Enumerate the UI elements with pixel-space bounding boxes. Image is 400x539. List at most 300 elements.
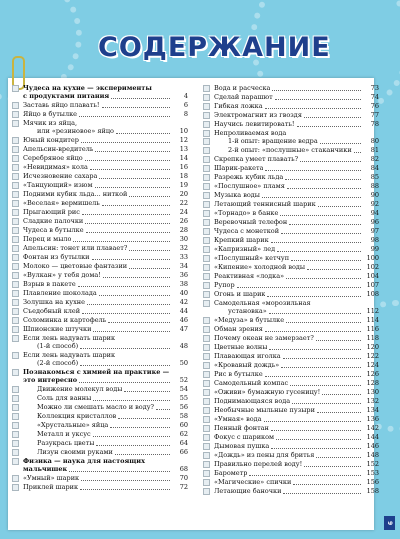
toc-entry	[203, 182, 379, 191]
toc-entry-title: Летающий теннисный шарик	[214, 200, 316, 208]
toc-entry-title: Летающие баночки	[214, 487, 282, 495]
dot-leader	[92, 253, 171, 260]
toc-entry	[12, 217, 188, 226]
toc-entry-title: Прыгающий рис	[23, 208, 80, 216]
toc-page-number: 112	[366, 307, 379, 315]
dot-leader	[287, 182, 361, 189]
dot-leader	[271, 424, 361, 431]
toc-page-number: 20	[179, 190, 188, 198]
toc-entry	[12, 359, 188, 368]
toc-page-number: 19	[179, 181, 188, 189]
toc-entry-title: Подними кубик льда... ниткой	[23, 190, 128, 198]
toc-page-number: 102	[366, 263, 379, 271]
checkbox-icon[interactable]	[12, 404, 19, 411]
checkbox-icon[interactable]	[12, 227, 19, 234]
checkbox-icon[interactable]	[12, 182, 19, 189]
dot-leader	[115, 448, 170, 455]
checkbox-icon[interactable]	[203, 425, 210, 432]
checkbox-icon[interactable]	[12, 449, 19, 456]
toc-entry	[203, 129, 379, 137]
toc-entry-title: «Умная» вода	[214, 415, 262, 423]
toc-page-number: 22	[179, 199, 188, 207]
toc-entry	[203, 263, 379, 272]
toc-entry-title: Металл и уксус	[37, 430, 91, 438]
checkbox-icon[interactable]	[12, 146, 19, 153]
dot-leader	[103, 271, 170, 278]
toc-entry	[12, 351, 188, 359]
toc-page-number: 62	[179, 430, 188, 438]
toc-page-number: 94	[370, 209, 379, 217]
checkbox-icon[interactable]	[12, 431, 19, 438]
toc-entry	[203, 254, 379, 263]
toc-page-number: 152	[366, 460, 379, 468]
checkbox-icon[interactable]	[12, 386, 19, 393]
toc-entry-title: (2-й способ)	[37, 359, 79, 367]
checkbox-icon[interactable]	[203, 398, 210, 405]
dot-leader	[78, 280, 170, 287]
checkbox-icon[interactable]	[203, 147, 210, 154]
dot-leader	[129, 262, 170, 269]
toc-entry	[12, 394, 188, 403]
checkbox-icon[interactable]	[12, 245, 19, 252]
toc-page-number: 92	[370, 200, 379, 208]
dot-leader	[276, 433, 361, 440]
toc-page-number: 85	[370, 173, 379, 181]
toc-entry	[12, 190, 188, 199]
checkbox-icon[interactable]	[203, 362, 210, 369]
dot-leader	[86, 226, 170, 233]
dot-leader	[80, 342, 170, 349]
toc-entry-title: «Капризный» лед	[214, 245, 276, 253]
toc-entry-title: Если лень надувать шарик	[23, 334, 116, 342]
toc-page-number: 153	[366, 469, 379, 477]
dot-leader	[262, 191, 361, 198]
toc-entry-title: Почему океан не замерзает?	[214, 334, 314, 342]
checkbox-icon[interactable]	[203, 488, 210, 495]
toc-entry	[12, 163, 188, 172]
checkbox-icon[interactable]	[203, 470, 210, 477]
checkbox-icon[interactable]	[203, 273, 210, 280]
toc-entry	[203, 227, 379, 236]
toc-page-number: 50	[179, 359, 188, 367]
toc-entry-title: Чудеса в бутылке	[23, 226, 84, 234]
checkbox-icon[interactable]	[203, 317, 210, 324]
checkbox-icon[interactable]	[203, 389, 210, 396]
toc-entry	[203, 406, 379, 415]
checkbox-icon[interactable]	[203, 452, 210, 459]
checkbox-icon[interactable]	[12, 164, 19, 171]
dot-leader	[93, 394, 170, 401]
dot-leader	[283, 352, 361, 359]
checkbox-icon[interactable]	[203, 461, 210, 468]
toc-page-number: 99	[370, 245, 379, 253]
toc-page-number: 90	[370, 191, 379, 199]
dot-leader	[73, 235, 170, 242]
toc-entry-title: Плавление шоколада	[23, 289, 97, 297]
toc-page-number: 148	[366, 451, 379, 459]
toc-entry	[203, 290, 379, 299]
toc-entry-title: Апельсин: тонет или плавает?	[23, 244, 128, 252]
dot-leader	[99, 289, 170, 296]
toc-entry-title: Серебряное яйцо	[23, 154, 83, 162]
toc-page-number: 128	[366, 379, 379, 387]
toc-entry	[203, 460, 379, 469]
checkbox-icon[interactable]	[12, 236, 19, 243]
dot-leader	[99, 172, 170, 179]
toc-entry	[203, 191, 379, 200]
toc-page-number: 58	[179, 412, 188, 420]
checkbox-icon[interactable]	[203, 138, 210, 145]
checkbox-icon[interactable]	[12, 308, 19, 315]
checkbox-icon[interactable]	[203, 246, 210, 253]
toc-entry	[203, 343, 379, 352]
dot-leader	[69, 465, 170, 472]
dot-leader	[265, 370, 361, 377]
checkbox-icon[interactable]	[203, 201, 210, 208]
checkbox-icon[interactable]	[12, 137, 19, 144]
toc-entry	[12, 412, 188, 421]
checkbox-icon[interactable]	[12, 200, 19, 207]
checkbox-icon[interactable]	[12, 209, 19, 216]
dot-leader	[277, 245, 361, 252]
toc-page-number: 70	[179, 474, 188, 482]
toc-entry-title: Можно ли смешать масло и воду?	[37, 403, 155, 411]
checkbox-icon[interactable]	[12, 102, 19, 109]
checkbox-icon[interactable]	[12, 484, 19, 491]
toc-entry-title: Коллекция кристаллов	[37, 412, 117, 420]
checkbox-icon[interactable]	[12, 326, 19, 333]
toc-entry	[12, 376, 188, 385]
toc-entry	[203, 272, 379, 281]
checkbox-icon[interactable]	[203, 210, 210, 217]
checkbox-icon[interactable]	[12, 155, 19, 162]
toc-entry	[203, 209, 379, 218]
toc-entry-title: Скрепка умеет плавать?	[214, 155, 299, 163]
dot-leader	[82, 307, 170, 314]
toc-entry	[12, 465, 188, 474]
checkbox-icon[interactable]	[12, 458, 19, 465]
checkbox-icon[interactable]	[12, 413, 19, 420]
dot-leader	[265, 325, 361, 332]
dot-leader	[322, 388, 361, 395]
toc-page-number: 122	[366, 352, 379, 360]
toc-entry	[12, 430, 188, 439]
checkbox-icon[interactable]	[203, 255, 210, 262]
toc-page-number: 100	[366, 254, 379, 262]
checkbox-icon[interactable]	[203, 165, 210, 172]
toc-entry	[203, 397, 379, 406]
dot-leader	[291, 254, 361, 261]
checkbox-icon[interactable]	[12, 290, 19, 297]
checkbox-icon[interactable]	[203, 291, 210, 298]
checkbox-icon[interactable]	[203, 103, 210, 110]
checkbox-icon[interactable]	[203, 192, 210, 199]
toc-entry	[12, 334, 188, 342]
toc-entry	[12, 385, 188, 394]
toc-entry	[12, 101, 188, 110]
toc-entry	[12, 271, 188, 280]
toc-entry	[203, 173, 379, 182]
checkbox-icon[interactable]	[203, 353, 210, 360]
dot-leader	[290, 379, 361, 386]
checkbox-icon[interactable]	[203, 282, 210, 289]
checkbox-icon[interactable]	[203, 183, 210, 190]
toc-left-column	[12, 84, 188, 492]
toc-page-number: 16	[179, 163, 188, 171]
toc-page-number: 33	[179, 253, 188, 261]
checkbox-icon[interactable]	[203, 443, 210, 450]
toc-entry-title: Самодельная «морозильная	[214, 299, 311, 307]
toc-entry-title: Крепкий шарик	[214, 236, 269, 244]
checkbox-icon[interactable]	[12, 369, 19, 376]
toc-entry-title: «Торнадо» в банке	[214, 209, 279, 217]
toc-entry	[12, 474, 188, 483]
toc-entry	[12, 368, 188, 376]
dot-leader	[316, 334, 361, 341]
toc-entry-title: Соль для ванны	[37, 394, 92, 402]
toc-entry-title: Правильно перелей воду!	[214, 460, 303, 468]
toc-entry-title: Плавающая иголка	[214, 352, 281, 360]
toc-entry	[12, 181, 188, 190]
toc-entry	[203, 111, 379, 120]
toc-page-number: 8	[183, 110, 188, 118]
toc-entry	[12, 244, 188, 253]
checkbox-icon[interactable]	[12, 395, 19, 402]
toc-entry-title: Вода и расческа	[214, 84, 271, 92]
checkbox-icon[interactable]	[203, 344, 210, 351]
toc-entry-title: Чудеса с монеткой	[214, 227, 280, 235]
toc-entry-title: «Веселая» вермишель	[23, 199, 100, 207]
toc-page-number: 114	[366, 316, 379, 324]
checkbox-icon[interactable]	[203, 228, 210, 235]
toc-entry-title: Взрыв в пакете	[23, 280, 76, 288]
toc-page-number: 158	[366, 487, 379, 495]
checkbox-icon[interactable]	[12, 335, 19, 342]
toc-entry	[12, 110, 188, 119]
toc-page-number: 118	[366, 334, 379, 342]
toc-entry-title: «Кипение» холодной воды	[214, 263, 306, 271]
toc-entry-title: Золушка на кухне	[23, 298, 85, 306]
checkbox-icon[interactable]	[12, 191, 19, 198]
toc-entry	[12, 448, 188, 457]
toc-page-number: 84	[370, 164, 379, 172]
checkbox-icon[interactable]	[203, 85, 210, 92]
toc-entry	[12, 253, 188, 262]
dot-leader	[116, 127, 170, 134]
toc-page-number: 78	[370, 120, 379, 128]
checkbox-icon[interactable]	[203, 380, 210, 387]
dot-leader	[156, 403, 170, 410]
toc-entry-title: Шарик-ракета	[214, 164, 264, 172]
toc-entry	[203, 424, 379, 433]
toc-entry-title: Сладкие палочки	[23, 217, 84, 225]
dot-leader	[129, 244, 170, 251]
toc-entry-title: «Кровавый дождь»	[214, 361, 280, 369]
checkbox-icon[interactable]	[203, 371, 210, 378]
toc-page-number: 82	[370, 155, 379, 163]
toc-page-number: 28	[179, 226, 188, 234]
toc-page-number: 64	[179, 439, 188, 447]
dot-leader	[118, 412, 170, 419]
dot-leader	[304, 111, 361, 118]
toc-page-number: 132	[366, 397, 379, 405]
checkbox-icon[interactable]	[12, 111, 19, 118]
toc-entry-title: Познакомься с химией на практике —	[23, 368, 170, 376]
toc-page-number: 38	[179, 280, 188, 288]
toc-page-number: 108	[366, 290, 379, 298]
toc-entry	[203, 370, 379, 379]
toc-entry	[203, 236, 379, 245]
toc-page-number: 13	[179, 145, 188, 153]
toc-entry	[12, 136, 188, 145]
dot-leader	[283, 487, 361, 494]
toc-entry	[12, 262, 188, 271]
toc-page-number: 14	[179, 154, 188, 162]
toc-entry	[203, 155, 379, 164]
toc-entry	[12, 298, 188, 307]
dot-leader	[280, 209, 361, 216]
toc-entry	[203, 245, 379, 254]
toc-entry	[203, 299, 379, 307]
toc-entry	[203, 307, 379, 316]
dot-leader	[85, 154, 170, 161]
toc-entry-title: Если лень надувать шарик	[23, 351, 116, 359]
toc-entry-title: Веревочный телефон	[214, 218, 288, 226]
toc-entry	[12, 208, 188, 217]
toc-entry-title: «Танцующий» изюм	[23, 181, 93, 189]
toc-page-number: 97	[370, 227, 379, 235]
checkbox-icon[interactable]	[12, 440, 19, 447]
toc-entry	[203, 352, 379, 361]
toc-entry-title: Музыка воды	[214, 191, 260, 199]
checkbox-icon[interactable]	[203, 174, 210, 181]
toc-page-number: 134	[366, 406, 379, 414]
checkbox-icon[interactable]	[203, 407, 210, 414]
toc-page-number: 30	[179, 235, 188, 243]
toc-entry-title: Яйцо в бутылке	[23, 110, 78, 118]
checkbox-icon[interactable]	[203, 156, 210, 163]
toc-entry	[203, 442, 379, 451]
dot-leader	[307, 263, 361, 270]
checkbox-icon[interactable]	[203, 479, 210, 486]
toc-entry-title: Необычные мыльные пузыри	[214, 406, 315, 414]
toc-page-number: 60	[179, 421, 188, 429]
dot-leader	[79, 376, 170, 383]
checkbox-icon[interactable]	[203, 416, 210, 423]
checkbox-icon[interactable]	[12, 475, 19, 482]
checkbox-icon[interactable]	[203, 264, 210, 271]
toc-entry-title: Поднимающаяся вода	[214, 397, 291, 405]
checkbox-icon[interactable]	[12, 218, 19, 225]
checkbox-icon[interactable]	[203, 94, 210, 101]
dot-leader	[265, 102, 361, 109]
toc-entry	[12, 421, 188, 430]
dot-leader	[264, 415, 361, 422]
toc-entry	[12, 342, 188, 351]
toc-entry-title: Сделай парашют	[214, 93, 273, 101]
dot-leader	[93, 325, 170, 332]
toc-page-number: 96	[370, 218, 379, 226]
checkbox-icon[interactable]	[203, 130, 210, 137]
dot-leader	[80, 359, 170, 366]
toc-entry	[203, 451, 379, 460]
toc-page-number: 55	[179, 394, 188, 402]
dot-leader	[129, 190, 170, 197]
toc-entry-title: Цветные волны	[214, 343, 268, 351]
dot-leader	[275, 93, 361, 100]
dot-leader	[93, 430, 170, 437]
checkbox-icon[interactable]	[12, 263, 19, 270]
toc-entry-title: Физика — наука для настоящих	[23, 457, 145, 465]
checkbox-icon[interactable]	[12, 281, 19, 288]
dot-leader	[87, 298, 170, 305]
toc-page-number: 73	[370, 84, 379, 92]
toc-entry-title: «Дождь» из пены для бритья	[214, 451, 315, 459]
toc-page-number: 6	[183, 101, 188, 109]
toc-entry-title: Фонтан из бутылки	[23, 253, 90, 261]
toc-entry-title: Самодельный компас	[214, 379, 289, 387]
toc-page-number: 77	[370, 111, 379, 119]
checkbox-icon[interactable]	[12, 173, 19, 180]
toc-entry-title: Соломинка и картофель	[23, 316, 107, 324]
toc-entry-title: Заставь яйцо плавать!	[23, 101, 100, 109]
dot-leader	[320, 137, 361, 144]
checkbox-icon[interactable]	[12, 352, 19, 359]
checkbox-icon[interactable]	[203, 112, 210, 119]
checkbox-icon[interactable]	[12, 299, 19, 306]
checkbox-icon[interactable]	[12, 254, 19, 261]
dot-leader	[249, 469, 361, 476]
checkbox-icon[interactable]	[203, 219, 210, 226]
toc-entry-title: это интересно	[23, 376, 78, 384]
toc-entry	[203, 200, 379, 209]
dot-leader	[81, 136, 170, 143]
toc-entry-title: «Хрустальные» яйца	[37, 421, 109, 429]
toc-entry-title: 2-й опыт: «послушные» стаканчики	[228, 146, 352, 154]
toc-page-number: 46	[179, 316, 188, 324]
checkbox-icon[interactable]	[12, 422, 19, 429]
checkbox-icon[interactable]	[203, 121, 210, 128]
checkbox-icon[interactable]	[12, 317, 19, 324]
toc-entry	[12, 199, 188, 208]
checkbox-icon[interactable]	[203, 326, 210, 333]
toc-page-number: 68	[179, 465, 188, 473]
toc-entry	[12, 172, 188, 181]
toc-entry-title: Приклей шарик	[23, 483, 79, 491]
dot-leader	[102, 101, 170, 108]
checkbox-icon[interactable]	[12, 272, 19, 279]
checkbox-icon[interactable]	[203, 335, 210, 342]
toc-page-number: 44	[179, 307, 188, 315]
checkbox-icon[interactable]	[203, 434, 210, 441]
toc-page-number: 116	[366, 325, 379, 333]
dot-leader	[124, 385, 170, 392]
toc-entry	[12, 226, 188, 235]
toc-entry-title: Молоко — цветовые фантазии	[23, 262, 128, 270]
toc-page-number: 74	[370, 93, 379, 101]
checkbox-icon[interactable]	[12, 85, 19, 92]
checkbox-icon[interactable]	[203, 300, 210, 307]
dot-leader	[80, 483, 170, 490]
checkbox-icon[interactable]	[203, 237, 210, 244]
toc-page-number: 40	[179, 289, 188, 297]
checkbox-icon[interactable]	[12, 120, 19, 127]
toc-entry	[12, 280, 188, 289]
toc-entry-title: Дымовая пушка	[214, 442, 270, 450]
dot-leader	[271, 442, 361, 449]
dot-leader	[292, 397, 361, 404]
toc-entry-title: Научись левитировать!	[214, 120, 295, 128]
